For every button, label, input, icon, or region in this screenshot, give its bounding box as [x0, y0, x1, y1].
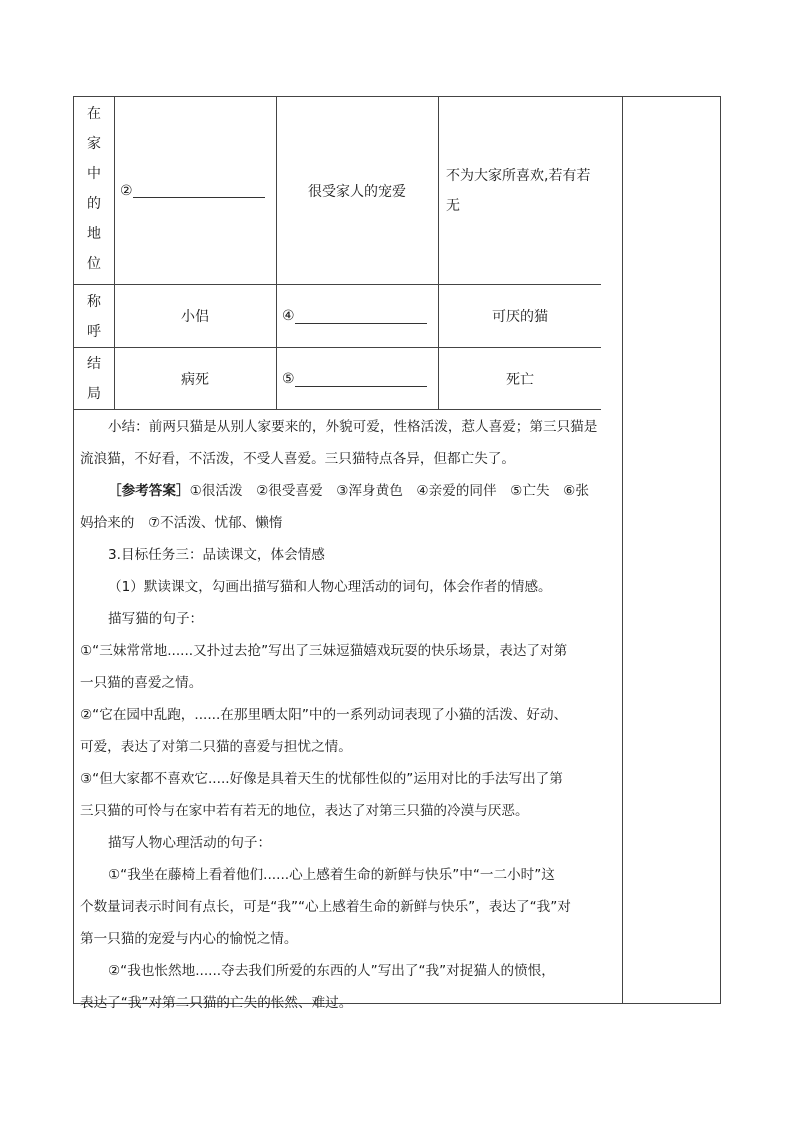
cell-end-cat3 [438, 348, 602, 410]
cell-text: 可厌的猫 [492, 309, 548, 325]
cell-blank-4 [282, 285, 438, 347]
cell-end-cat1 [114, 348, 276, 410]
cell-home-cat2 [276, 97, 438, 284]
cell-name-cat3 [438, 285, 602, 347]
header-char: 呼 [87, 324, 101, 340]
header-char: 地 [87, 226, 101, 242]
section-title: 3.目标任务三：品读课文，体会情感 [108, 547, 325, 563]
header-char: 结 [87, 356, 101, 372]
cell-text: 很受家人的宠爱 [308, 183, 406, 200]
blank-number: ② [120, 182, 133, 199]
row-header-home-status [74, 99, 114, 279]
text-line: ①很活泼 ②很受喜爱 ③浑身黄色 ④亲爱的同伴 ⑤亡失 ⑥张 [189, 483, 589, 499]
blank-number: ④ [282, 308, 295, 324]
subheading: 描写人物心理活动的句子： [108, 835, 272, 851]
text-line: ①“三妹常常地......又扑过去抢”写出了三妹逗猫嬉戏玩耍的快乐场景，表达了对第 [80, 643, 568, 659]
subheading: 描写猫的句子： [108, 611, 204, 627]
text-line: 可爱，表达了对第二只猫的喜爱与担忧之情。 [80, 739, 352, 755]
row-header-name [74, 287, 114, 347]
text-line: ③“但大家都不喜欢它.....好像是具着天生的忧郁性似的”运用对比的手法写出了第 [80, 771, 563, 787]
task3-section [80, 539, 614, 1019]
cell-blank-2 [120, 97, 276, 284]
text-line: 妈拾来的 ⑦不活泼、忧郁、懒惰 [80, 515, 283, 531]
cell-text: 死亡 [506, 372, 534, 388]
cell-text: 病死 [181, 372, 209, 388]
header-char: 家 [87, 136, 101, 152]
summary [80, 411, 614, 475]
cell-blank-5 [282, 348, 438, 410]
answer-label: ［参考答案］ [108, 483, 190, 499]
header-char: 局 [87, 386, 101, 402]
blank-number: ⑤ [282, 371, 295, 387]
text-line: 个数量词表示时间有点长，可是“我”“心上感着生命的新鲜与快乐”，表达了“我”对 [80, 899, 571, 915]
text-line: 流浪猫，不好看，不活泼，不受人喜爱。三只猫特点各异，但都亡失了。 [80, 451, 515, 467]
cell-text: 不为大家所喜欢,若有若 [446, 167, 591, 184]
text-line: ①“我坐在藤椅上看着他们......心上感着生命的新鲜与快乐”中“一二小时”这 [108, 867, 555, 883]
answer-blank[interactable] [295, 309, 427, 324]
text-line: ②“我也怅然地......夺去我们所爱的东西的人”写出了“我”对捉猫人的愤恨， [108, 963, 555, 979]
text-line: 三只猫的可怜与在家中若有若无的地位，表达了对第三只猫的冷漠与厌恶。 [80, 803, 529, 819]
cell-name-cat1 [114, 285, 276, 347]
text-line: ②“它在园中乱跑，......在那里晒太阳”中的一系列动词表现了小猫的活泼、好动、 [80, 707, 568, 723]
reference-answer [80, 475, 614, 539]
cell-home-cat3 [446, 97, 618, 284]
text-line: 一只猫的喜爱之情。 [80, 675, 203, 691]
answer-blank[interactable] [133, 183, 265, 198]
cell-text: 无 [446, 197, 460, 214]
divider [622, 97, 623, 1003]
header-char: 在 [87, 106, 101, 122]
header-char: 的 [87, 196, 101, 212]
text-line: 小结：前两只猫是从别人家要来的，外貌可爱，性格活泼，惹人喜爱；第三只猫是 [108, 419, 598, 435]
text-line: 第一只猫的宠爱与内心的愉悦之情。 [80, 931, 298, 947]
header-char: 中 [87, 166, 101, 182]
header-char: 称 [87, 294, 101, 310]
answer-blank[interactable] [295, 372, 427, 387]
header-char: 位 [87, 256, 101, 272]
cell-text: 小侣 [181, 309, 209, 325]
text-line: （1）默读课文，勾画出描写猫和人物心理活动的词句，体会作者的情感。 [108, 579, 552, 595]
row-header-ending [74, 349, 114, 409]
text-line: 表达了“我”对第二只猫的亡失的怅然、难过。 [80, 995, 353, 1011]
